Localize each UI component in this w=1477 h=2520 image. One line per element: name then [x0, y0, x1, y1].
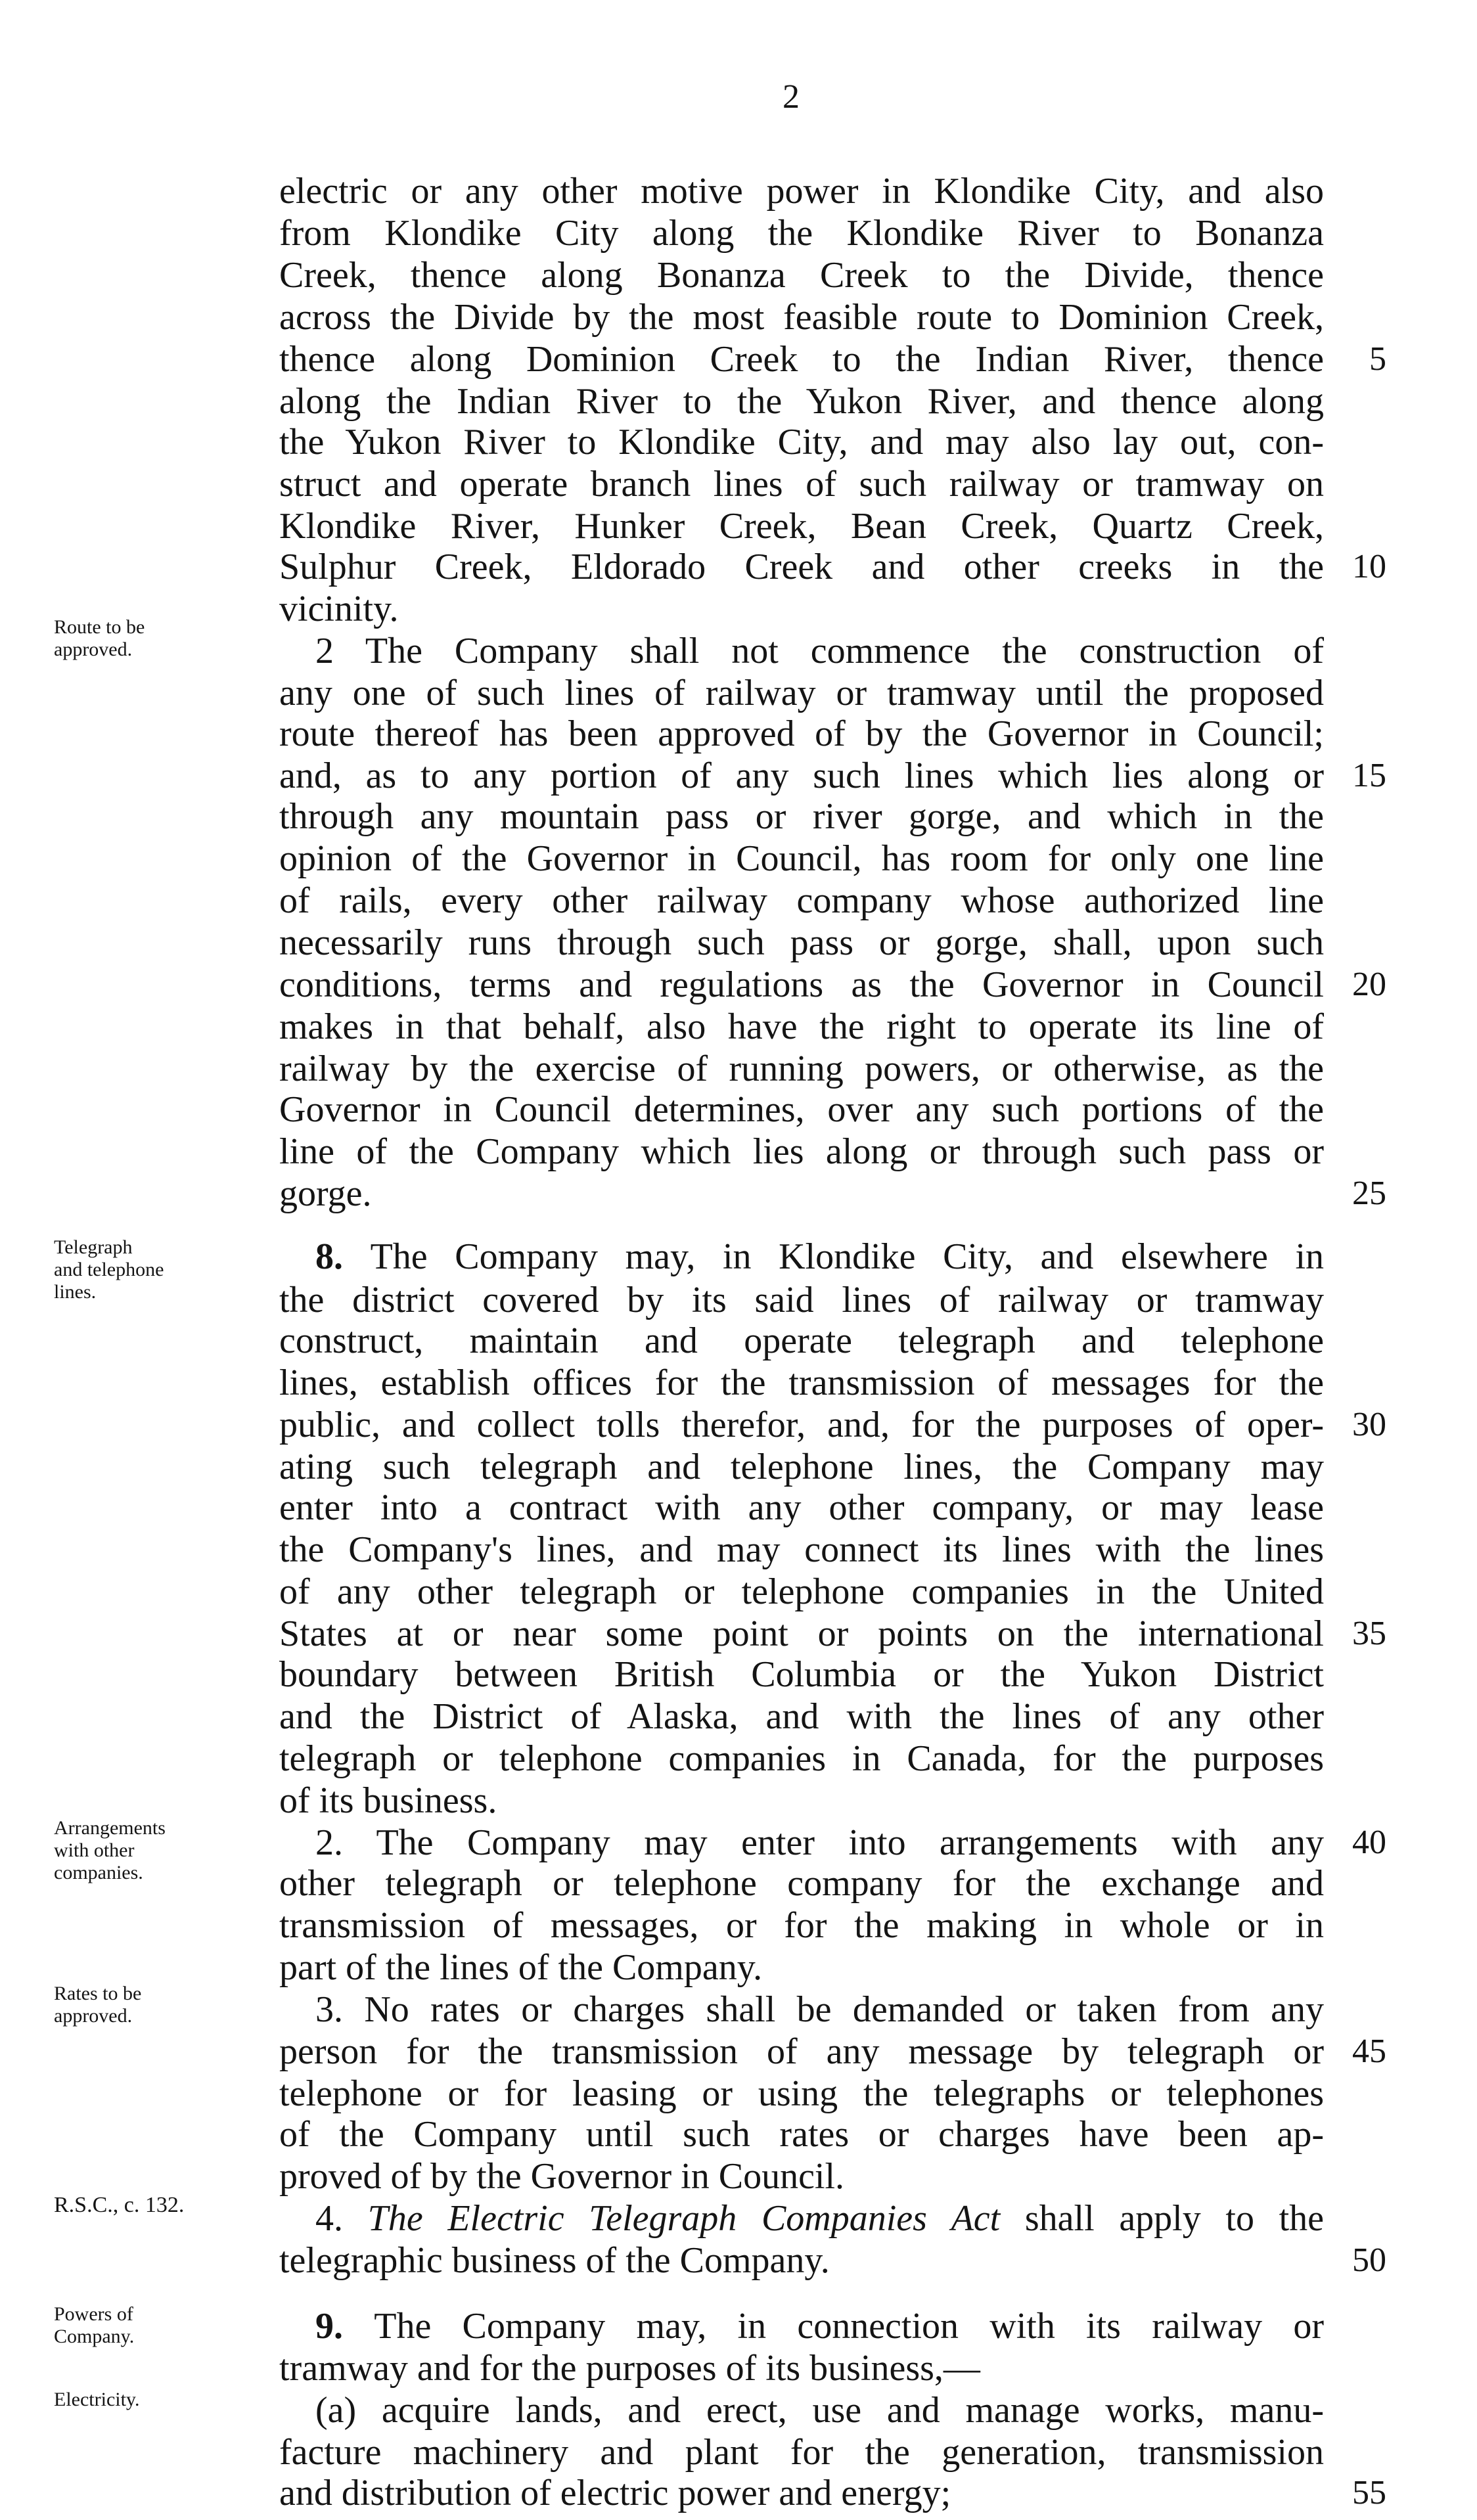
line-text: telephone or for leasing or using the telegraphs or telephones — [279, 2073, 1324, 2114]
line-text: ating such telegraph and telephone lines, the Company may — [279, 1447, 1324, 1487]
margin-note-line: Powers of — [54, 2303, 133, 2325]
line-text: Sulphur Creek, Eldorado Creek and other creeks in the — [279, 547, 1324, 587]
line-text: of rails, every other railway company whose authorized line — [279, 880, 1324, 921]
line-text: of its business. — [279, 1780, 497, 1821]
text-line — [279, 462, 1324, 506]
line-number: 30 — [1352, 1406, 1386, 1443]
line-text: and distribution of electric power and energy; — [279, 2473, 951, 2513]
text-line — [279, 545, 1324, 589]
margin-note-line: Telegraph — [54, 1236, 133, 1258]
line-text: makes in that behalf, also have the right to operate its line of — [279, 1006, 1324, 1047]
line-text: States at or near some point or points on the international — [279, 1613, 1324, 1654]
line-text: vicinity. — [279, 589, 399, 629]
text-line — [315, 1235, 1324, 1278]
line-number: 10 — [1352, 548, 1386, 585]
line-text: the Yukon River to Klondike City, and may also lay out, con- — [279, 422, 1324, 462]
text-line — [279, 1445, 1324, 1489]
line-text: construct, maintain and operate telegraph and telephone — [279, 1320, 1324, 1361]
line-text: transmission of messages, or for the making in whole or in — [279, 1905, 1324, 1946]
line-number: 50 — [1352, 2241, 1386, 2279]
text-line — [279, 2239, 1324, 2282]
text-line — [279, 2030, 1324, 2073]
line-text: boundary between British Columbia or the Yukon District — [279, 1654, 1324, 1695]
margin-note-route — [54, 616, 277, 661]
margin-note-line: approved. — [54, 2005, 133, 2027]
margin-note-line: Rates to be — [54, 1983, 142, 2004]
line-text: shall apply to the — [1000, 2198, 1325, 2239]
line-text: The Company may, in Klondike City, and elsewhere in — [370, 1236, 1325, 1277]
line-text: electric or any other motive power in Klondike City, and also — [279, 171, 1324, 212]
line-text: enter into a contract with any other company, or may lease — [279, 1487, 1324, 1528]
text-line — [279, 1319, 1324, 1362]
text-line — [315, 2305, 1324, 2348]
margin-note-line: Arrangements — [54, 1817, 166, 1839]
line-text: part of the lines of the Company. — [279, 1947, 763, 1988]
line-text: conditions, terms and regulations as the Governor in Council — [279, 964, 1324, 1005]
margin-note-line: with other — [54, 1839, 135, 1861]
margin-note-line: Electricity. — [54, 2389, 140, 2410]
text-line — [279, 1403, 1324, 1447]
line-text: of the Company until such rates or charges have been ap- — [279, 2114, 1324, 2155]
text-line — [279, 1528, 1324, 1571]
text-line — [279, 1570, 1324, 1613]
text-line — [279, 1612, 1324, 1655]
line-text: the district covered by its said lines of railway or tramway — [279, 1280, 1324, 1320]
line-text: person for the transmission of any message by telegraph or — [279, 2031, 1324, 2072]
line-text: necessarily runs through such pass or gorge, shall, upon such — [279, 922, 1324, 963]
margin-note-line: Company. — [54, 2326, 135, 2347]
text-line — [279, 712, 1324, 755]
text-line: 4. The Electric Telegraph Companies Act shall apply to the — [315, 2198, 1325, 2239]
line-text: Klondike River, Hunker Creek, Bean Creek, Quartz Creek, — [279, 506, 1324, 547]
section-number: 8. — [315, 1236, 371, 1277]
text-line — [315, 1821, 1324, 1864]
margin-note-telegraph — [54, 1236, 277, 1303]
line-text: route thereof has been approved of by the Governor in Council; — [279, 713, 1324, 754]
line-number: 40 — [1352, 1824, 1386, 1861]
text-line — [279, 254, 1324, 297]
line-text: from Klondike City along the Klondike River to Bonanza — [279, 213, 1324, 254]
line-text: any one of such lines of railway or tramway until the proposed — [279, 673, 1324, 713]
line-text: Governor in Council determines, over any such portions of the — [279, 1089, 1324, 1130]
text-line — [279, 1486, 1324, 1529]
line-text: 2 The Company shall not commence the construction of — [315, 631, 1324, 671]
line-text: facture machinery and plant for the generation, transmission — [279, 2432, 1324, 2473]
act-title: The Electric Telegraph Companies Act — [367, 2198, 1001, 2239]
section-number: 9. — [315, 2306, 375, 2347]
text-line — [279, 1779, 1324, 1822]
text-line — [279, 338, 1324, 381]
line-text: proved of by the Governor in Council. — [279, 2156, 845, 2197]
line-text: along the Indian River to the Yukon River, and thence along — [279, 381, 1324, 422]
margin-note-arrangements — [54, 1817, 277, 1884]
margin-note-line: Route to be — [54, 616, 145, 638]
line-text: lines, establish offices for the transmission of messages for the — [279, 1362, 1324, 1403]
text-line — [279, 587, 1324, 631]
page-number: 2 — [783, 78, 800, 116]
text-line — [279, 837, 1324, 880]
text-line — [279, 1130, 1324, 1173]
line-text: (a) acquire lands, and erect, use and manage works, manu- — [315, 2390, 1324, 2431]
text-line — [279, 879, 1324, 922]
line-text: telegraphic business of the Company. — [279, 2240, 830, 2281]
margin-note-rates — [54, 1983, 277, 2027]
margin-note-line: companies. — [54, 1862, 143, 1883]
text-line — [279, 921, 1324, 964]
text-line — [279, 1695, 1324, 1738]
margin-note-line: lines. — [54, 1281, 97, 1303]
margin-note-line: R.S.C., c. 132. — [54, 2193, 185, 2217]
text-line — [279, 2072, 1324, 2115]
line-number: 55 — [1352, 2474, 1386, 2511]
text-line — [279, 2155, 1324, 2198]
line-text: other telegraph or telephone company for the exchange and — [279, 1863, 1324, 1904]
line-text: opinion of the Governor in Council, has room for only one line — [279, 838, 1324, 879]
line-text: gorge. — [279, 1173, 372, 1214]
text-line — [279, 1005, 1324, 1048]
line-text: line of the Company which lies along or through such pass or — [279, 1131, 1324, 1172]
text-line — [279, 505, 1324, 548]
margin-note-line: and telephone — [54, 1259, 164, 1280]
text-line — [279, 2113, 1324, 2156]
line-text: The Company may, in connection with its railway or — [374, 2306, 1324, 2347]
line-number: 25 — [1352, 1175, 1386, 1212]
line-text: 2. The Company may enter into arrangements with any — [315, 1822, 1324, 1863]
text-line — [315, 1988, 1324, 2031]
line-number: 45 — [1352, 2033, 1386, 2070]
text-line — [279, 754, 1324, 798]
line-number: 35 — [1352, 1615, 1386, 1652]
line-text: thence along Dominion Creek to the Indian River, thence — [279, 339, 1324, 380]
line-number: 15 — [1352, 757, 1386, 794]
text-line — [315, 629, 1324, 673]
line-text: struct and operate branch lines of such railway or tramway on — [279, 464, 1324, 505]
text-line — [279, 420, 1324, 464]
text-line — [279, 671, 1324, 715]
text-line — [279, 1904, 1324, 1947]
text-line — [279, 1946, 1324, 1989]
text-line — [279, 1172, 1324, 1215]
line-text: through any mountain pass or river gorge, and which in the — [279, 796, 1324, 837]
line-text: and the District of Alaska, and with the lines of any other — [279, 1696, 1324, 1737]
text-line — [279, 2347, 1324, 2390]
text-line — [279, 1278, 1324, 1322]
line-text: of any other telegraph or telephone companies in the United — [279, 1571, 1324, 1612]
text-line — [315, 2389, 1324, 2432]
text-line — [279, 2431, 1324, 2474]
text-line — [279, 212, 1324, 255]
text-line — [279, 169, 1324, 213]
text-line — [279, 296, 1324, 339]
text-line — [279, 963, 1324, 1006]
margin-note-line: approved. — [54, 639, 133, 660]
line-text: 3. No rates or charges shall be demanded or taken from any — [315, 1989, 1324, 2030]
line-text: Creek, thence along Bonanza Creek to the Divide, thence — [279, 255, 1324, 296]
line-text: the Company's lines, and may connect its lines with the lines — [279, 1529, 1324, 1570]
text-line — [279, 2471, 1324, 2515]
margin-note-powers — [54, 2303, 277, 2348]
line-text: across the Divide by the most feasible route to Dominion Creek, — [279, 297, 1324, 338]
text-line — [279, 1047, 1324, 1091]
line-text: railway by the exercise of running powers, or otherwise, as the — [279, 1048, 1324, 1089]
line-text: tramway and for the purposes of its business,— — [279, 2348, 980, 2389]
margin-note-electricity — [54, 2389, 277, 2411]
line-text: and, as to any portion of any such lines which lies along or — [279, 755, 1324, 796]
text-line — [279, 380, 1324, 423]
text-line — [279, 1088, 1324, 1131]
line-text: public, and collect tolls therefor, and, for the purposes of oper- — [279, 1405, 1324, 1445]
line-number: 20 — [1352, 966, 1386, 1003]
text-line — [279, 1361, 1324, 1405]
text-line — [279, 1862, 1324, 1905]
text-line — [279, 1653, 1324, 1696]
line-number: 5 — [1369, 340, 1386, 378]
line-text: telegraph or telephone companies in Canada, for the purposes — [279, 1738, 1324, 1779]
margin-note-rsc — [54, 2194, 277, 2216]
text-line — [279, 795, 1324, 838]
text-line — [279, 1737, 1324, 1780]
